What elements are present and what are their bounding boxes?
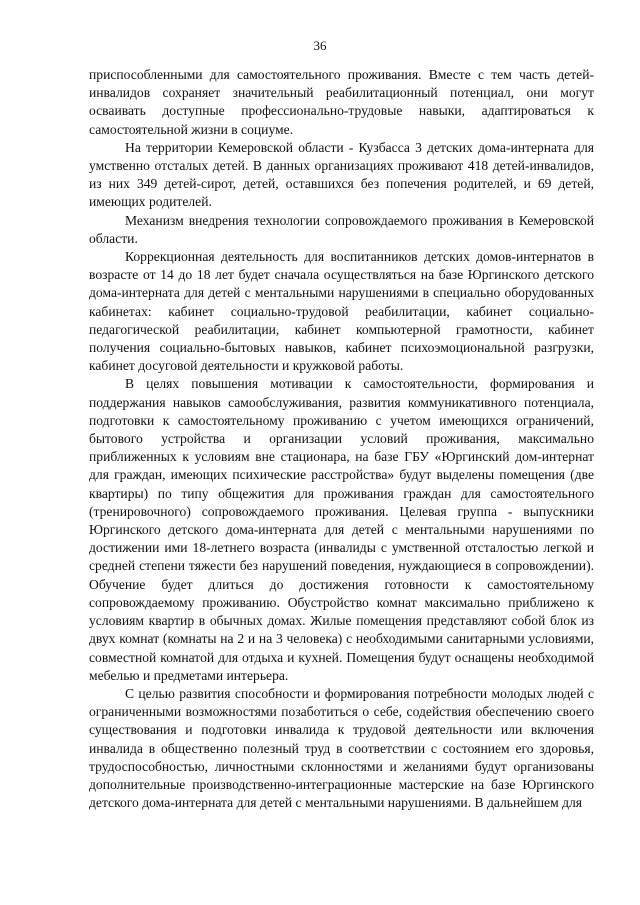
body-text (89, 66, 594, 812)
paragraph-workshops: С целью развития способности и формирования потребности молодых людей с ограниченными возможностями позаботиться о себе, содействия обеспечению своего существования и подготовки инвалида к трудовой деятельности или включения инвалида в общественно полезный труд в соответствии с состоянием его здоровья, трудоспособностью, личностными склонностями и желаниями будут организованы дополнительные производственно-интеграционные мастерские на базе Юргинского детского дома-интерната для детей с ментальными нарушениями. В дальнейшем для (89, 685, 594, 811)
page-number: 36 (313, 38, 327, 53)
paragraph-motivation-housing: В целях повышения мотивации к самостоятельности, формирования и поддержания навыков самообслуживания, развития коммуникативного потенциала, подготовки к самостоятельному проживанию с учетом имеющихся ограничений, бытового устройства и организации условий проживания, максимально приближенных к условиям вне стационара, на базе ГБУ «Юргинский дом-интернат для граждан, имеющих психические расстройства» будут выделены помещения (две квартиры) по типу общежития для проживания граждан для самостоятельного (тренировочного) сопровождаемого проживания. Целевая группа - выпускники Юргинского детского дома-интерната для детей с ментальными нарушениями по достижении ими 18-летнего возраста (инвалиды с умственной отсталостью легкой и средней степени тяжести без нарушений поведения, нуждающиеся в сопровождении). Обучение будет длиться до достижения готовности к самостоятельному сопровождаемому проживанию. Обустройство комнат максимально приближено к условиям квартир в обычных домах. Жилые помещения представляют собой блок из двух комнат (комнаты на 2 и на 3 человека) с необходимыми санитарными условиями, совместной комнатой для отдыха и кухней. Помещения будут оснащены необходимой мебелью и предметами интерьера. (89, 376, 594, 683)
paragraph-continuation: приспособленными для самостоятельного проживания. Вместе с тем часть детей-инвалидов сохраняет значительный реабилитационный потенциал, они могут осваивать доступные профессионально-трудовые навыки, адаптироваться к самостоятельной жизни в социуме. (89, 67, 594, 137)
paragraph-mechanism-heading: Механизм внедрения технологии сопровождаемого проживания в Кемеровской области. (89, 212, 594, 246)
paragraph-correctional-activity: Коррекционная деятельность для воспитанников детских домов-интернатов в возрасте от 14 до 18 лет будет сначала осуществляться на базе Юргинского детского дома-интерната для детей с ментальными нарушениями в специально оборудованных кабинетах: кабинет социально-трудовой реабилитации, кабинет социально-педагогической реабилитации, кабинет компьютерной грамотности, кабинет получения социально-бытовых навыков, кабинет психоэмоциональной разгрузки, кабинет досуговой деятельности и кружковой работы. (89, 249, 594, 374)
paragraph-kuzbass-institutions: На территории Кемеровской области - Кузбасса 3 детских дома-интерната для умственно отсталых детей. В данных организациях проживают 418 детей-инвалидов, из них 349 детей-сирот, детей, оставшихся без попечения родителей, и 69 детей, имеющих родителей. (89, 139, 594, 210)
